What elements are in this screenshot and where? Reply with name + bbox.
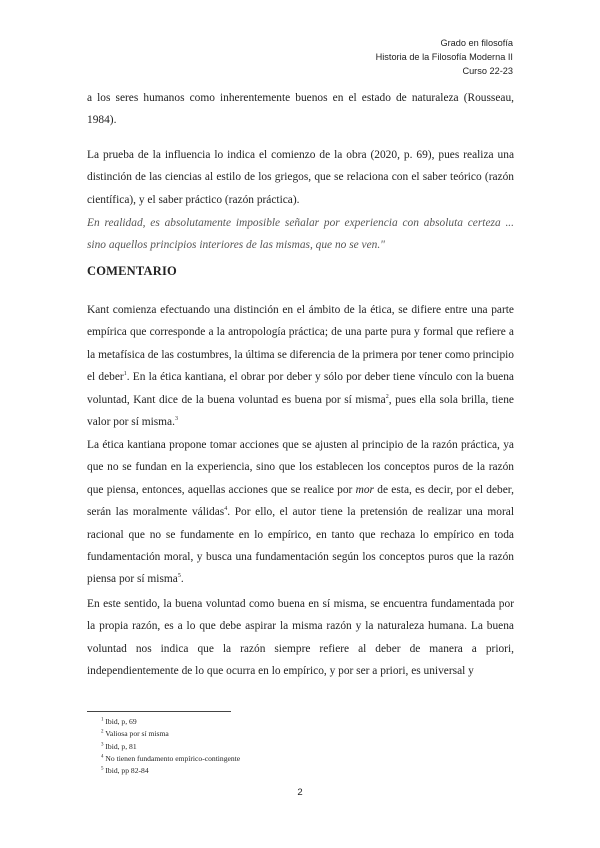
footnote-item (101, 753, 240, 765)
footnote-number: 5 (101, 766, 104, 772)
page-number: 2 (297, 787, 303, 798)
footnote-item (101, 765, 240, 777)
footnote-ref-5[interactable]: 5 (177, 573, 181, 580)
paragraph-kant-distinction (87, 299, 514, 433)
italic-term: mor (355, 483, 374, 496)
footnote-separator (87, 711, 231, 712)
footnote-text: No tienen fundamento empírico-contingente (105, 753, 241, 763)
footnote-item (101, 716, 240, 728)
paragraph-text: La prueba de la influencia lo indica el comienzo de la obra (2020, p. 69), pues realiza una distinción de las ciencias al estilo de los griegos, que se relaciona con el saber teórico (razón científica), y el saber práctico (razón práctica). (87, 149, 514, 206)
footnote-text: Ibid, p, 69 (105, 717, 137, 726)
footnote-number: 3 (101, 742, 104, 748)
footnote-ref-2[interactable]: 2 (385, 393, 389, 400)
footnote-text: Ibid, pp 82-84 (105, 766, 149, 776)
text-run: La ética kantiana propone tomar acciones que se ajusten al principio de la razón práctica, ya que no se fundan en la experiencia, sino que los establecen los conceptos puros de la razón que piensa, entonces, aquellas acciones que se realice por (87, 439, 514, 496)
footnote-text: Valiosa por sí misma (105, 729, 169, 739)
text-run: , pues ella sola brilla, tiene valor por sí misma. (87, 393, 514, 429)
text-run: . Por ello, el autor tiene la pretensión de realizar una moral racional que no se fundamente en lo empírico, en tanto que rechaza lo empírico en toda fundamentación moral, y busca una fundamentación según los conceptos puros que la razón piensa por sí misma (87, 506, 514, 586)
block-quote (87, 212, 514, 257)
text-run: de esta, es decir, por el deber, serán las moralmente válidas (87, 483, 514, 519)
footnote-number: 2 (101, 729, 104, 735)
header-course-title: Historia de la Filosofía Moderna II (375, 52, 513, 62)
footnote-item (101, 741, 240, 753)
footnote-ref-4[interactable]: 4 (224, 506, 228, 513)
footnote-number: 4 (101, 754, 104, 760)
paragraph-rousseau (87, 87, 514, 132)
footnote-ref-3[interactable]: 3 (174, 416, 178, 423)
paragraph-text: a los seres humanos como inherentemente buenos en el estado de naturaleza (Rousseau, 1984). (87, 92, 514, 127)
header-degree: Grado en filosofía (440, 38, 513, 48)
paragraph-text (87, 434, 514, 591)
text-run: . (180, 573, 184, 586)
section-heading: COMENTARIO (87, 264, 177, 278)
footnote-item (101, 728, 240, 740)
footnote-ref-1[interactable]: 1 (123, 371, 127, 378)
text-run: . En la ética kantiana, el obrar por deber y sólo por deber tiene vínculo con la buena voluntad, Kant dice de la buena voluntad es buena por sí misma (87, 371, 514, 406)
footnote-number: 1 (101, 717, 104, 723)
page-header (376, 36, 513, 78)
paragraph-kantian-ethics (87, 434, 514, 591)
footnote-text: Ibid, p, 81 (105, 741, 137, 751)
paragraph-text: En este sentido, la buena voluntad como buena en sí misma, se encuentra fundamentada por la propia razón, es a lo que debe aspirar la misma razón y la naturaleza humana. La buena voluntad nos indica que la razón siempre refiere al deber de manera a priori, independientemente de lo que ocurra en lo empírico, y por ser a priori, es universal y (87, 598, 514, 678)
quote-text: En realidad, es absolutamente imposible señalar por experiencia con absoluta certeza ... sino aquellos principios interiores de las mismas, que no se ven." (87, 217, 514, 252)
paragraph-good-will (87, 593, 514, 683)
text-run: Kant comienza efectuando una distinción en el ámbito de la ética, se difiere entre una parte empírica que corresponde a la antropología práctica; de una parte pura y formal que refiere a la metafísica de las costumbres, la última se diferencia de la primera por tener como principio el deber (87, 304, 514, 384)
paragraph-text (87, 299, 514, 433)
footnotes (101, 716, 240, 777)
paragraph-influence (87, 144, 514, 211)
header-academic-year: Curso 22-23 (462, 66, 513, 76)
